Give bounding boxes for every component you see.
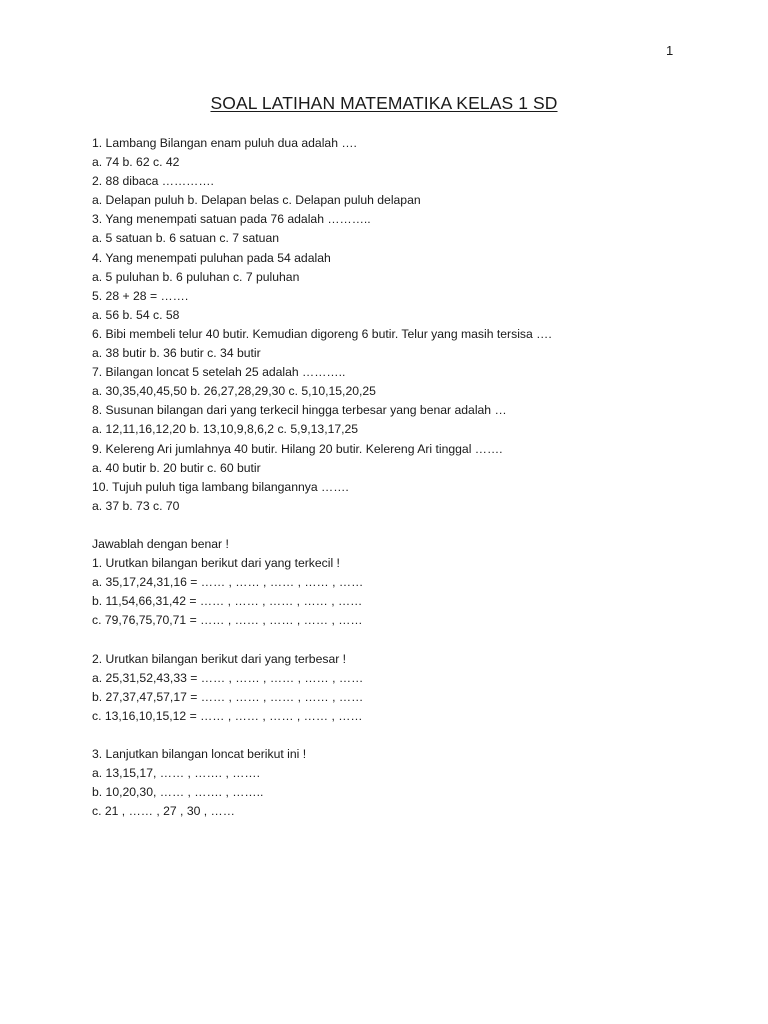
document-body: [92, 134, 712, 821]
text-line: b. 27,37,47,57,17 = …… , …… , …… , …… , ……: [92, 689, 364, 704]
text-line: 7. Bilangan loncat 5 setelah 25 adalah ………..: [92, 365, 346, 380]
text-line: 1. Urutkan bilangan berikut dari yang terkecil !: [92, 556, 340, 571]
blank-line: [92, 630, 712, 649]
text-line: a. 12,11,16,12,20 b. 13,10,9,8,6,2 c. 5,9,13,17,25: [92, 422, 359, 437]
text-line: 3. Lanjutkan bilangan loncat berikut ini !: [92, 747, 307, 761]
text-line: 5. 28 + 28 = …….: [92, 288, 189, 303]
text-line: a. 74 b. 62 c. 42: [92, 155, 180, 170]
blank-line: [92, 726, 712, 745]
document-title: SOAL LATIHAN MATEMATIKA KELAS 1 SD: [210, 93, 558, 113]
text-line: c. 79,76,75,70,71 = …… , …… , …… , …… , ……: [92, 613, 363, 628]
text-line: a. 13,15,17, …… , ……. , …….: [92, 766, 260, 781]
text-line: Jawablah dengan benar !: [92, 536, 229, 551]
text-line: 2. 88 dibaca ………….: [92, 174, 214, 189]
text-line: a. 35,17,24,31,16 = …… , …… , …… , …… , ……: [92, 575, 364, 590]
text-line: a. 25,31,52,43,33 = …… , …… , …… , …… , ……: [92, 670, 364, 685]
text-line: c. 21 , …… , 27 , 30 , ……: [92, 804, 235, 819]
text-line: 10. Tujuh puluh tiga lambang bilangannya …….: [92, 479, 349, 494]
blank-line: [92, 516, 712, 535]
text-line: b. 11,54,66,31,42 = …… , …… , …… , …… , ……: [92, 594, 363, 609]
text-line: 2. Urutkan bilangan berikut dari yang terbesar !: [92, 651, 347, 666]
text-line: a. 30,35,40,45,50 b. 26,27,28,29,30 c. 5,10,15,20,25: [92, 384, 376, 399]
text-line: a. 37 b. 73 c. 70: [92, 498, 180, 513]
text-line: 8. Susunan bilangan dari yang terkecil hingga terbesar yang benar adalah …: [92, 403, 507, 418]
text-line: 6. Bibi membeli telur 40 butir. Kemudian digoreng 6 butir. Telur yang masih tersisa ….: [92, 326, 552, 341]
text-line: a. 40 butir b. 20 butir c. 60 butir: [92, 460, 261, 475]
text-line: 9. Kelereng Ari jumlahnya 40 butir. Hilang 20 butir. Kelereng Ari tinggal …….: [92, 441, 503, 456]
page-number: 1: [666, 43, 674, 58]
text-line: a. 56 b. 54 c. 58: [92, 307, 180, 322]
text-line: a. Delapan puluh b. Delapan belas c. Delapan puluh delapan: [92, 193, 421, 208]
text-line: b. 10,20,30, …… , ……. , ……..: [92, 785, 264, 800]
text-line: 4. Yang menempati puluhan pada 54 adalah: [92, 250, 331, 265]
text-line: a. 5 satuan b. 6 satuan c. 7 satuan: [92, 231, 280, 246]
text-line: 3. Yang menempati satuan pada 76 adalah ………..: [92, 212, 371, 227]
text-line: a. 5 puluhan b. 6 puluhan c. 7 puluhan: [92, 269, 300, 284]
text-line: 1. Lambang Bilangan enam puluh dua adalah ….: [92, 136, 357, 150]
text-line: a. 38 butir b. 36 butir c. 34 butir: [92, 346, 261, 361]
text-line: c. 13,16,10,15,12 = …… , …… , …… , …… , ……: [92, 708, 363, 723]
